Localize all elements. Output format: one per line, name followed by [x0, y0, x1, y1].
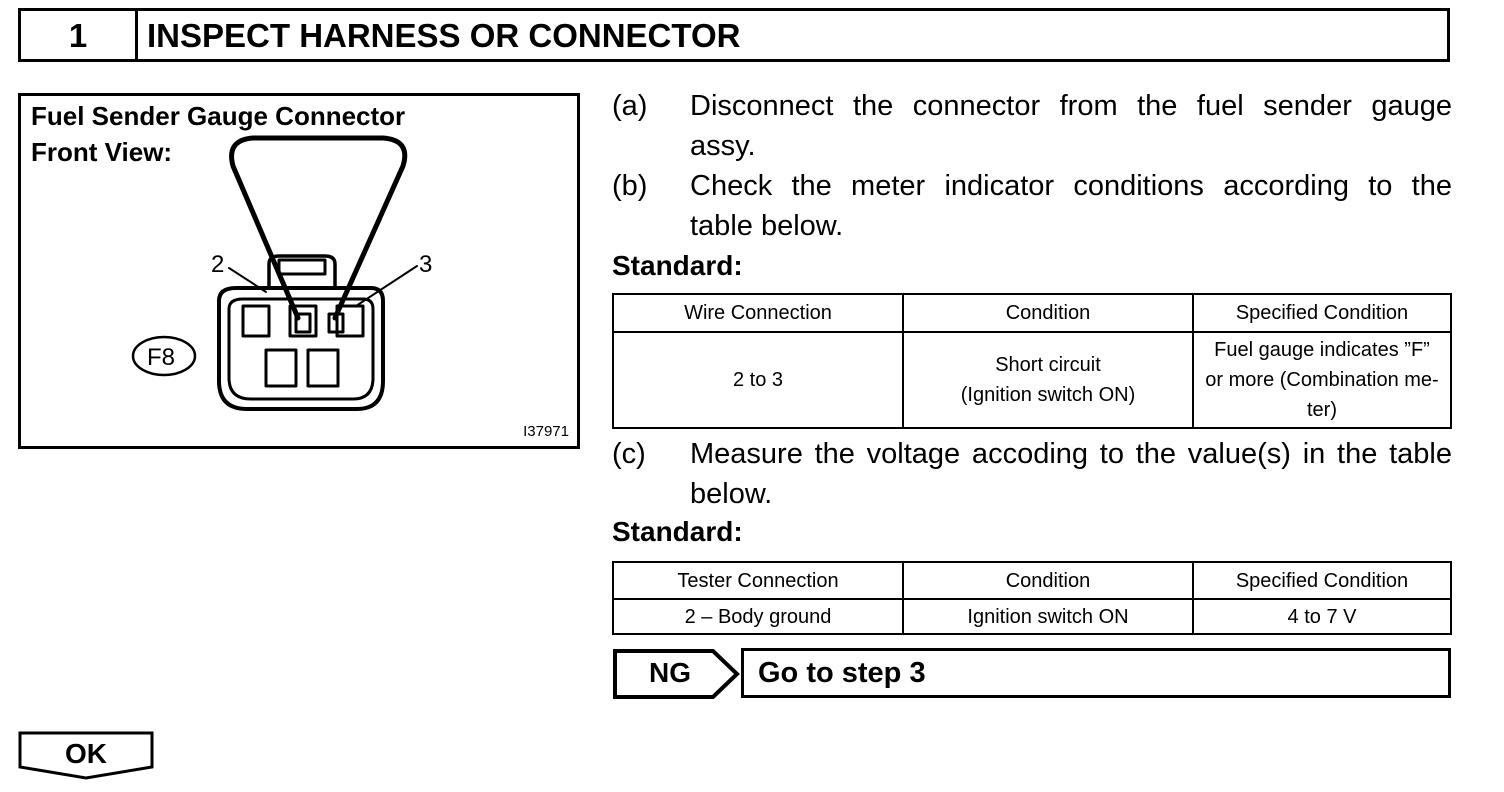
table-header: Wire Connection	[613, 294, 903, 332]
cell-line: or more (Combination me-	[1205, 369, 1439, 391]
step-title: INSPECT HARNESS OR CONNECTOR	[147, 17, 741, 54]
cell-line: (Ignition switch ON)	[960, 384, 1136, 406]
instruction-text-cont: below.	[690, 478, 773, 510]
figure-subtitle: Front View:	[31, 137, 173, 167]
table-header: Tester Connection	[613, 562, 903, 599]
instruction-text: Disconnect the connector from the fuel sender gauge	[690, 90, 1452, 122]
connector-id: F8	[147, 344, 176, 371]
standard-label-2: Standard:	[612, 516, 743, 547]
pin-2-label: 2	[211, 251, 225, 278]
pin-3-label: 3	[419, 251, 433, 278]
cell-line: Short circuit	[995, 354, 1101, 376]
table-header: Specified Condition	[1193, 294, 1451, 332]
step-number: 1	[21, 11, 138, 59]
cell-line: ter)	[1307, 399, 1337, 421]
ok-label: OK	[65, 738, 107, 769]
table-cell	[903, 332, 1193, 428]
table-row	[613, 599, 1451, 634]
instruction-text-cont: assy.	[690, 130, 756, 162]
ng-goto-text: Go to step 3	[758, 657, 926, 689]
instruction-text: Measure the voltage accoding to the value(s) in the table	[690, 438, 1452, 470]
table-header-row	[613, 294, 1451, 332]
instruction-label: (a)	[612, 90, 648, 122]
ng-label: NG	[649, 657, 691, 688]
instruction-label: (b)	[612, 170, 648, 202]
standard-table-2	[612, 561, 1452, 635]
connector-figure	[18, 93, 580, 449]
standard-table-1	[612, 293, 1452, 429]
instruction-text-cont: table below.	[690, 210, 844, 242]
table-cell: 4 to 7 V	[1193, 599, 1451, 634]
table-header: Condition	[903, 562, 1193, 599]
instruction-label: (c)	[612, 438, 646, 470]
table-row	[613, 332, 1451, 428]
instruction-text: Check the meter indicator conditions according to the	[690, 170, 1452, 202]
table-header: Specified Condition	[1193, 562, 1451, 599]
ng-result-box	[741, 648, 1451, 698]
table-cell: Ignition switch ON	[903, 599, 1193, 634]
cell-line: Fuel gauge indicates ”F”	[1214, 339, 1430, 361]
step-header	[18, 8, 1450, 62]
image-code: I37971	[523, 423, 569, 440]
standard-label-1: Standard:	[612, 250, 743, 281]
figure-title: Fuel Sender Gauge Connector	[31, 101, 406, 131]
table-cell	[1193, 332, 1451, 428]
table-cell: 2 to 3	[613, 332, 903, 428]
table-header-row	[613, 562, 1451, 599]
table-cell: 2 – Body ground	[613, 599, 903, 634]
table-header: Condition	[903, 294, 1193, 332]
